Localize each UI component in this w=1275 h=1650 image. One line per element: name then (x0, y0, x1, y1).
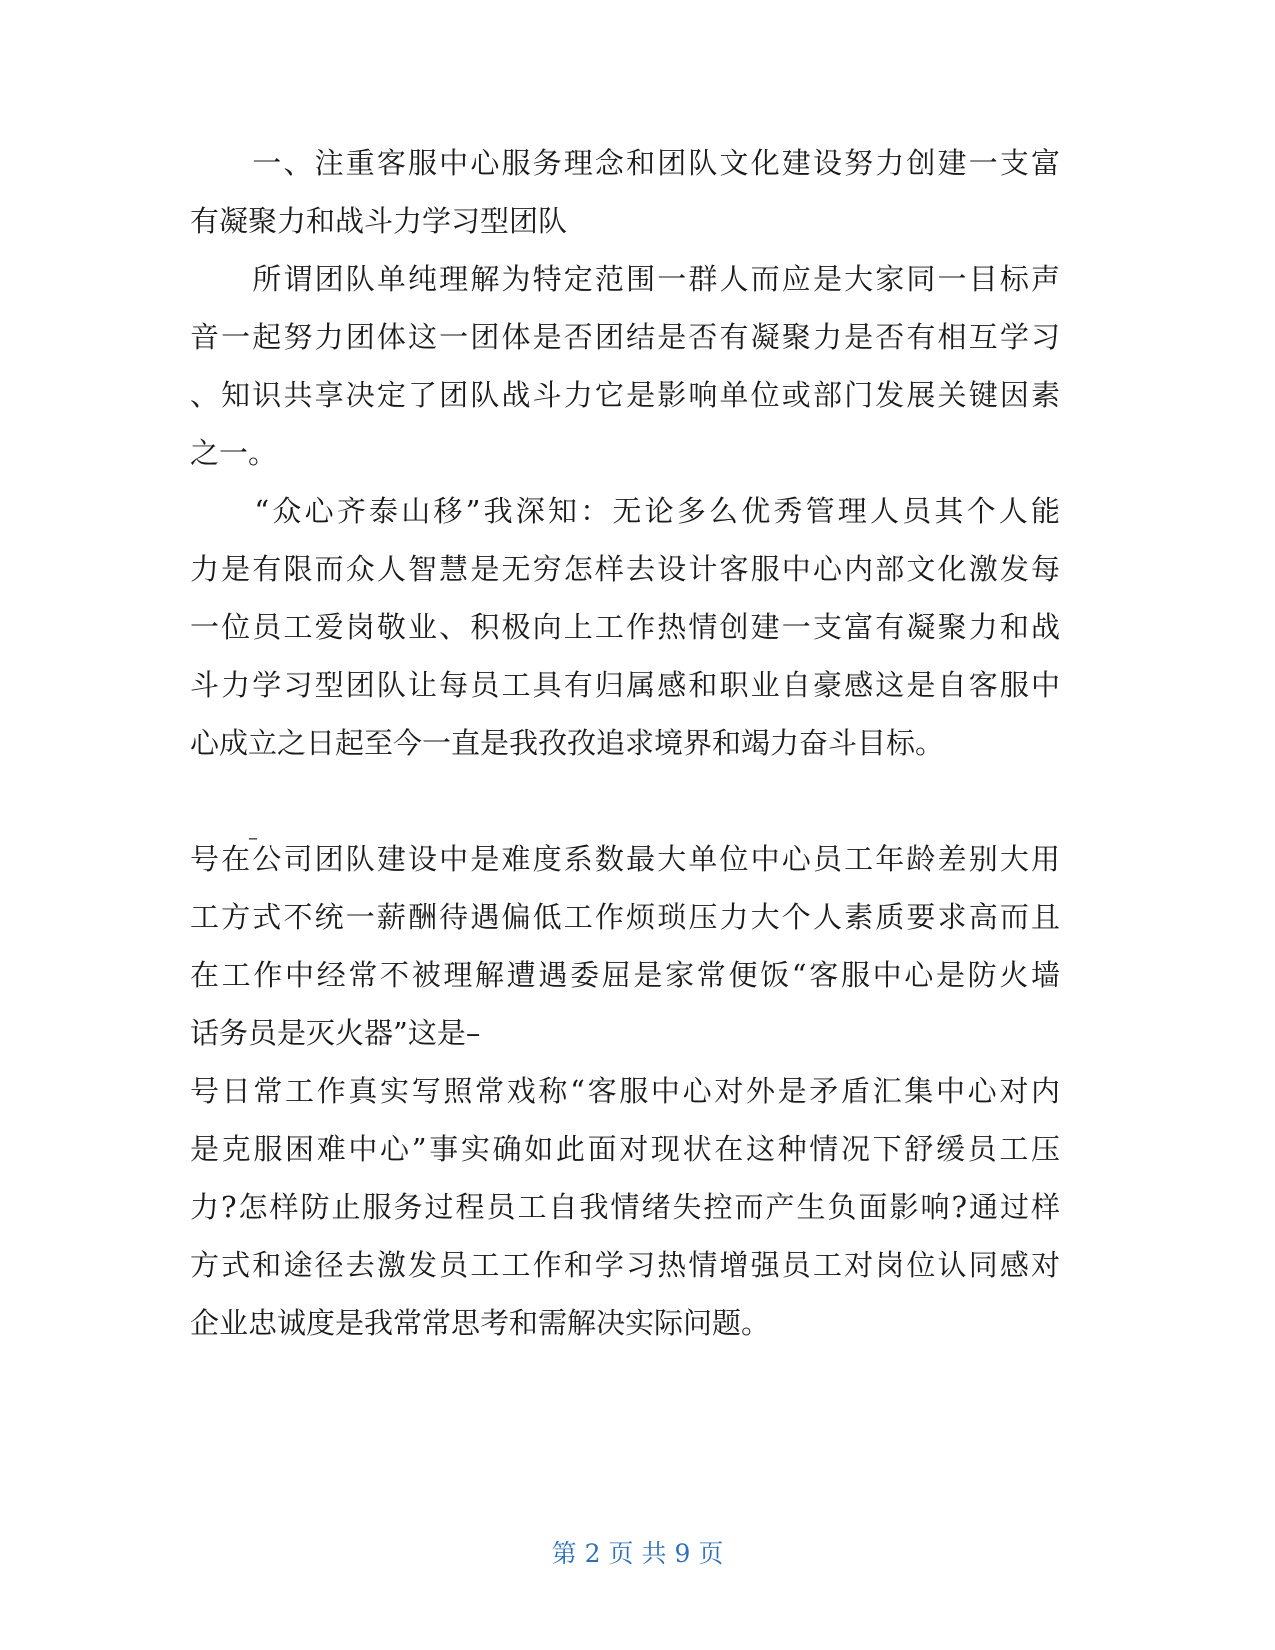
page-footer (0, 1537, 1275, 1571)
footer-prefix: 第 (551, 1539, 577, 1568)
text-line: 方式和途径去激发员工工作和学习热情增强员工对岗位认同感对 (190, 1248, 1060, 1282)
footer-suffix: 页 (698, 1539, 724, 1568)
text-line: “众心齐泰山移”我深知：无论多么优秀管理人员其个人能 (190, 494, 1060, 528)
text-line: 在工作中经常不被理解遭遇委屈是家常便饭“客服中心是防火墙 (190, 958, 1060, 992)
text-line: 有凝聚力和战斗力学习型团队 (190, 204, 568, 238)
text-line: 一位员工爱岗敬业、积极向上工作热情创建一支富有凝聚力和战 (190, 610, 1060, 644)
text-line: 力?怎样防止服务过程员工自我情绪失控而产生负面影响?通过样 (190, 1190, 1060, 1224)
text-line: 话务员是灭火器”这是– (190, 1016, 481, 1050)
text-line: 号日常工作真实写照常戏称“客服中心对外是矛盾汇集中心对内 (190, 1074, 1060, 1108)
text-line: 之一。 (190, 436, 278, 470)
text-line: 音一起努力团体这一团体是否团结是否有凝聚力是否有相互学习 (190, 320, 1060, 354)
text-line: 、知识共享决定了团队战斗力它是影响单位或部门发展关键因素 (190, 378, 1060, 412)
text-line: 工方式不统一薪酬待遇偏低工作烦琐压力大个人素质要求高而且 (190, 900, 1060, 934)
text-line: 力是有限而众人智慧是无穷怎样去设计客服中心内部文化激发每 (190, 552, 1060, 586)
text-line: 企业忠诚度是我常常思考和需解决实际问题。 (190, 1306, 771, 1340)
text-line: 是克服困难中心”事实确如此面对现状在这种情况下舒缓员工压 (190, 1132, 1060, 1166)
footer-middle: 页 共 (608, 1539, 667, 1568)
text-line: 所谓团队单纯理解为特定范围一群人而应是大家同一目标声 (190, 262, 1060, 296)
text-line: 斗力学习型团队让每员工具有归属感和职业自豪感这是自客服中 (190, 668, 1060, 702)
text-line: 一、注重客服中心服务理念和团队文化建设努力创建一支富 (190, 146, 1060, 180)
text-line: 心成立之日起至今一直是我孜孜追求境界和竭力奋斗目标。 (190, 726, 945, 760)
dash-mark: – (248, 825, 258, 849)
text-line: 号在公司团队建设中是难度系数最大单位中心员工年龄差别大用 (190, 842, 1060, 876)
footer-total-pages: 9 (674, 1539, 691, 1568)
footer-current-page: 2 (584, 1539, 601, 1568)
